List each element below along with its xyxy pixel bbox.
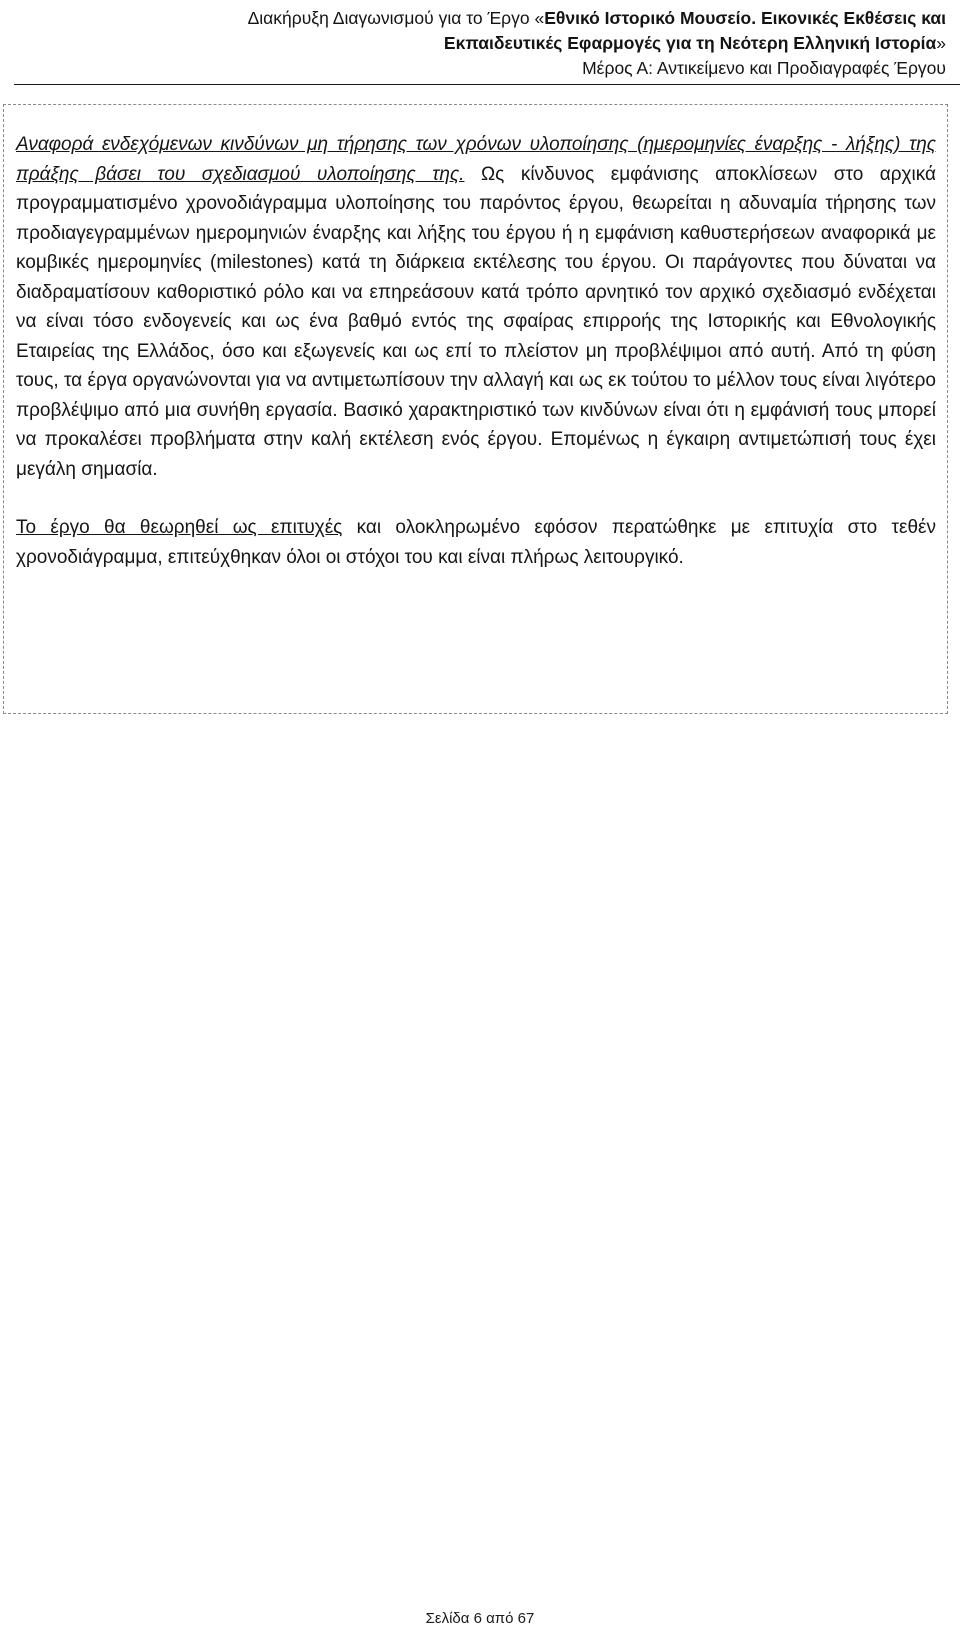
header-subtitle: Μέρος Α: Αντικείμενο και Προδιαγραφές Έργου <box>582 58 946 78</box>
header-line-2 <box>0 31 946 56</box>
header-closing-quote: » <box>936 33 946 53</box>
success-heading: Το έργο θα θεωρηθεί ως επιτυχές <box>16 517 343 538</box>
content-body <box>16 130 936 572</box>
risk-heading: Αναφορά ενδεχόμενων κινδύνων μη τήρησης των χρόνων υλοποίησης (ημερομηνίες έναρξης - λήξης) της πράξης βάσει του σχεδιασμού υλοποίησης της. <box>16 134 936 185</box>
header-divider <box>14 84 960 85</box>
header-title-part-2: Εκπαιδευτικές Εφαρμογές για τη Νεότερη Ελληνική Ιστορία <box>443 33 937 53</box>
header-title-part-1: Εθνικό Ιστορικό Μουσείο. Εικονικές Εκθέσεις και <box>544 8 946 28</box>
risk-paragraph <box>16 130 936 484</box>
risk-text: Ως κίνδυνος εμφάνισης αποκλίσεων στο αρχικά προγραμματισμένο χρονοδιάγραμμα υλοποίησης του παρόντος έργου, θεωρείται η αδυναμία τήρησης των προδιαγεγραμμένων ημερομηνιών έναρξης και λήξης του έργου ή η εμφάνιση καθυστερήσεων αναφορικά με κομβικές ημερομηνίες (milestones) κατά τη διάρκεια εκτέλεσης του έργου. Οι παράγοντες που δύναται να διαδραματίσουν καθοριστικό ρόλο και να επηρεάσουν κατά τρόπο αρνητικό τον αρχικό σχεδιασμό ενδέχεται να είναι τόσο ενδογενείς και ως ένα βαθμό εντός της σφαίρας επιρροής της Ιστορικής και Εθνολογικής Εταιρείας της Ελλάδος, όσο και εξωγενείς και ως επί το πλείστον μη προβλέψιμοι από αυτή. Από τη φύση τους, τα έργα οργανώνονται για να αντιμετωπίσουν την αλλαγή και ως εκ τούτου το μέλλον τους είναι λιγότερο προβλέψιμο από μια συνήθη εργασία. Βασικό χαρακτηριστικό των κινδύνων είναι ότι η εμφάνισή τους μπορεί να προκαλέσει προβλήματα στην καλή εκτέλεση ενός έργου. Επομένως η έγκαιρη αντιμετώπισή τους έχει μεγάλη σημασία. <box>16 163 936 480</box>
success-paragraph <box>16 513 936 572</box>
header-prefix: Διακήρυξη Διαγωνισμού για το Έργο « <box>247 8 545 28</box>
header-line-1 <box>0 6 946 31</box>
page-header <box>0 6 946 81</box>
success-text: και ολοκληρωμένο εφόσον περατώθηκε με επιτυχία στο τεθέν χρονοδιάγραμμα, επιτεύχθηκαν όλοι οι στόχοι του και είναι πλήρως λειτουργικό. <box>16 517 936 568</box>
page-footer: Σελίδα 6 από 67 <box>425 1610 535 1627</box>
